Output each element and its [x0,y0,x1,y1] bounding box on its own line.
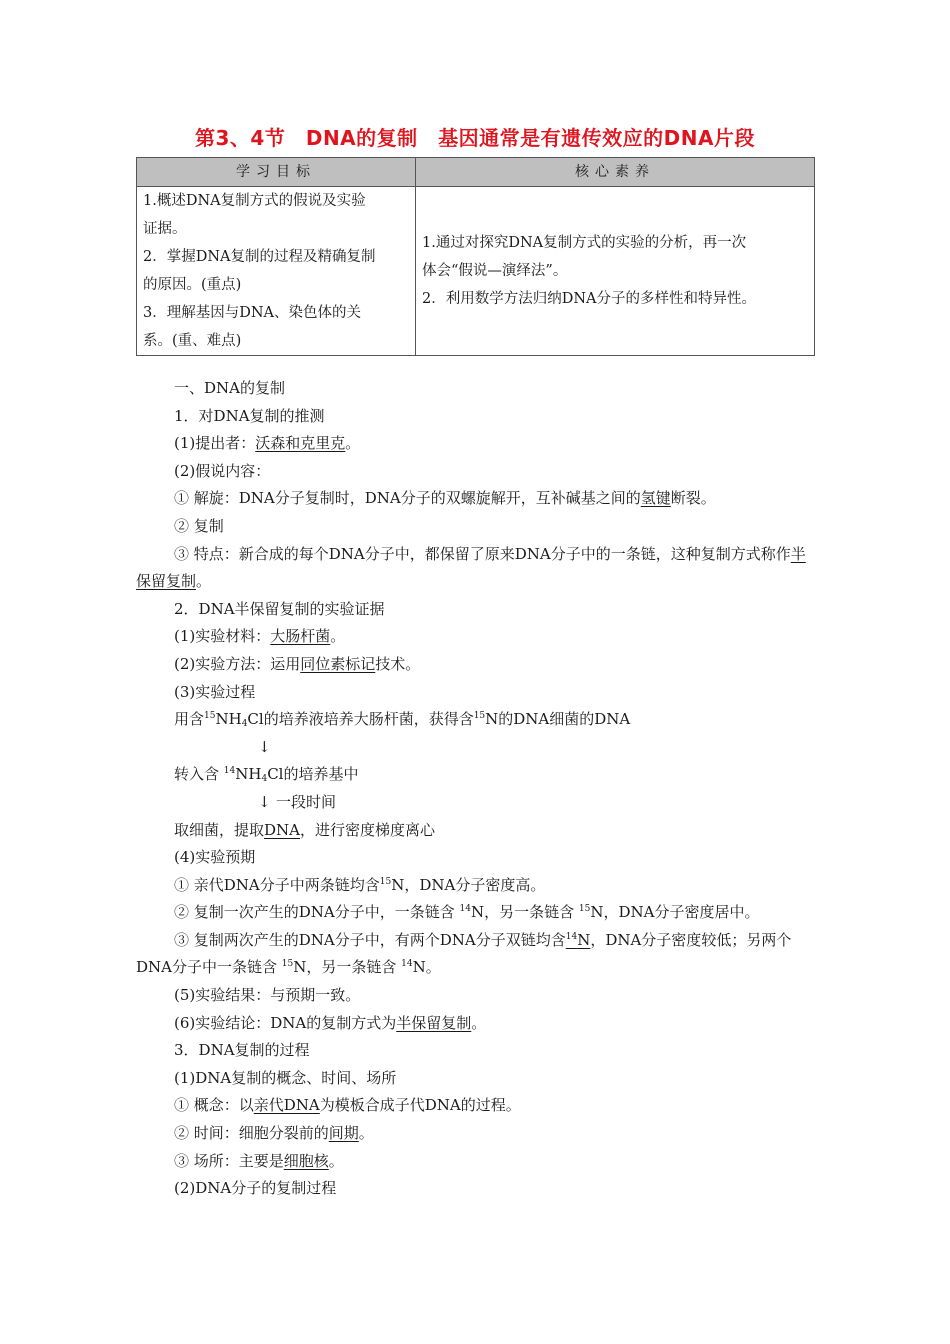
flow-arrow: ↓ 一段时间 [136,789,816,817]
paragraph: ② 时间：细胞分裂前的间期。 [174,1124,374,1143]
answer-blank: DNA [264,820,300,839]
answer-blank: 氢键 [640,489,671,508]
literacy-line: 体会“假说—演绎法”。 [422,263,568,279]
flow-step: 转入含 $^{14}NH_4Cl$的培养基中 [174,765,359,785]
paragraph: (4)实验预期 [174,848,256,867]
answer-blank: 半保留复制 [396,1013,472,1032]
goal-line: 系。(重、难点) [143,333,242,349]
answer-blank: 同位素标记 [300,654,376,673]
learning-goals-cell [137,187,416,356]
paragraph: (2)DNA分子的复制过程 [174,1179,337,1198]
paragraph: ③ 场所：主要是细胞核。 [174,1151,344,1170]
goal-line: 3．理解基因与DNA、染色体的关 [143,305,362,321]
down-arrow-icon: ↓ [258,737,271,756]
paragraph: ③ 复制两次产生的DNA分子中，有两个DNA分子双链均含$^{14}$N，DNA分子密度较低；另两个DNA分子中一条链含 $^{15}$N，另一条链含 $^{14}$N。 [136,930,792,977]
answer-blank: 细胞核 [283,1151,329,1170]
objectives-table [136,157,815,356]
goal-line: 1.概述DNA复制方式的假说及实验 [143,193,366,209]
paragraph: (1)提出者：沃森和克里克。 [174,434,361,453]
paragraph: (3)实验过程 [174,682,256,701]
paragraph: ① 亲代DNA分子中两条链均含$^{15}$N，DNA分子密度高。 [174,875,546,894]
paragraph: ① 概念：以亲代DNA为模板合成子代DNA的过程。 [174,1096,521,1115]
paragraph: ③ 特点：新合成的每个DNA分子中，都保留了原来DNA分子中的一条链，这种复制方式称作半保留复制。 [136,544,806,591]
subsection-heading: 3．DNA复制的过程 [174,1041,310,1060]
answer-blank: 间期 [328,1124,359,1143]
paragraph: (2)实验方法：运用同位素标记技术。 [174,654,421,673]
answer-blank: 大肠杆菌 [270,627,331,646]
paragraph: (1)实验材料：大肠杆菌。 [174,627,346,646]
document-body [136,375,816,1203]
paragraph: ① 解旋：DNA分子复制时，DNA分子的双螺旋解开，互补碱基之间的氢键断裂。 [174,489,716,508]
answer-blank: 沃森和克里克 [255,434,346,453]
flow-step: 用含$^{15}NH_4Cl$的培养液培养大肠杆菌，获得含$^{15}$N的DNA细菌的DNA [174,710,631,730]
section-heading: 一、DNA的复制 [174,379,285,397]
paragraph: (6)实验结论：DNA的复制方式为半保留复制。 [174,1013,487,1032]
literacy-line: 2．利用数学方法归纳DNA分子的多样性和特异性。 [422,291,757,307]
core-literacy-cell [416,187,815,356]
goal-line: 的原因。(重点) [143,277,242,293]
paragraph: (1)DNA复制的概念、时间、场所 [174,1068,397,1087]
flow-arrow [136,734,816,762]
answer-blank: 亲代DNA [253,1096,320,1115]
page-title: 第3、4节 DNA的复制 基因通常是有遗传效应的DNA片段 [195,126,755,150]
paragraph: ② 复制一次产生的DNA分子中，一条链含 $^{14}$N，另一条链含 $^{15}$N，DNA分子密度居中。 [174,903,760,922]
subsection-heading: 1．对DNA复制的推测 [174,406,325,425]
paragraph: (2)假说内容： [174,461,271,480]
goal-line: 2．掌握DNA复制的过程及精确复制 [143,249,376,265]
literacy-line: 1.通过对探究DNA复制方式的实验的分析，再一次 [422,235,747,251]
header-learning-goals: 学习目标 [137,158,416,187]
paragraph: (5)实验结果：与预期一致。 [174,986,361,1005]
answer-blank: 半保留复制 [136,544,806,591]
flow-step: 取细菌，提取DNA，进行密度梯度离心 [174,820,436,839]
answer-blank: $^{14}$N [565,930,591,949]
down-arrow-icon: ↓ [258,792,271,811]
goal-line: 证据。 [143,221,187,237]
paragraph: ② 复制 [174,516,224,535]
header-core-literacy: 核心素养 [416,158,815,187]
subsection-heading: 2．DNA半保留复制的实验证据 [174,599,385,618]
